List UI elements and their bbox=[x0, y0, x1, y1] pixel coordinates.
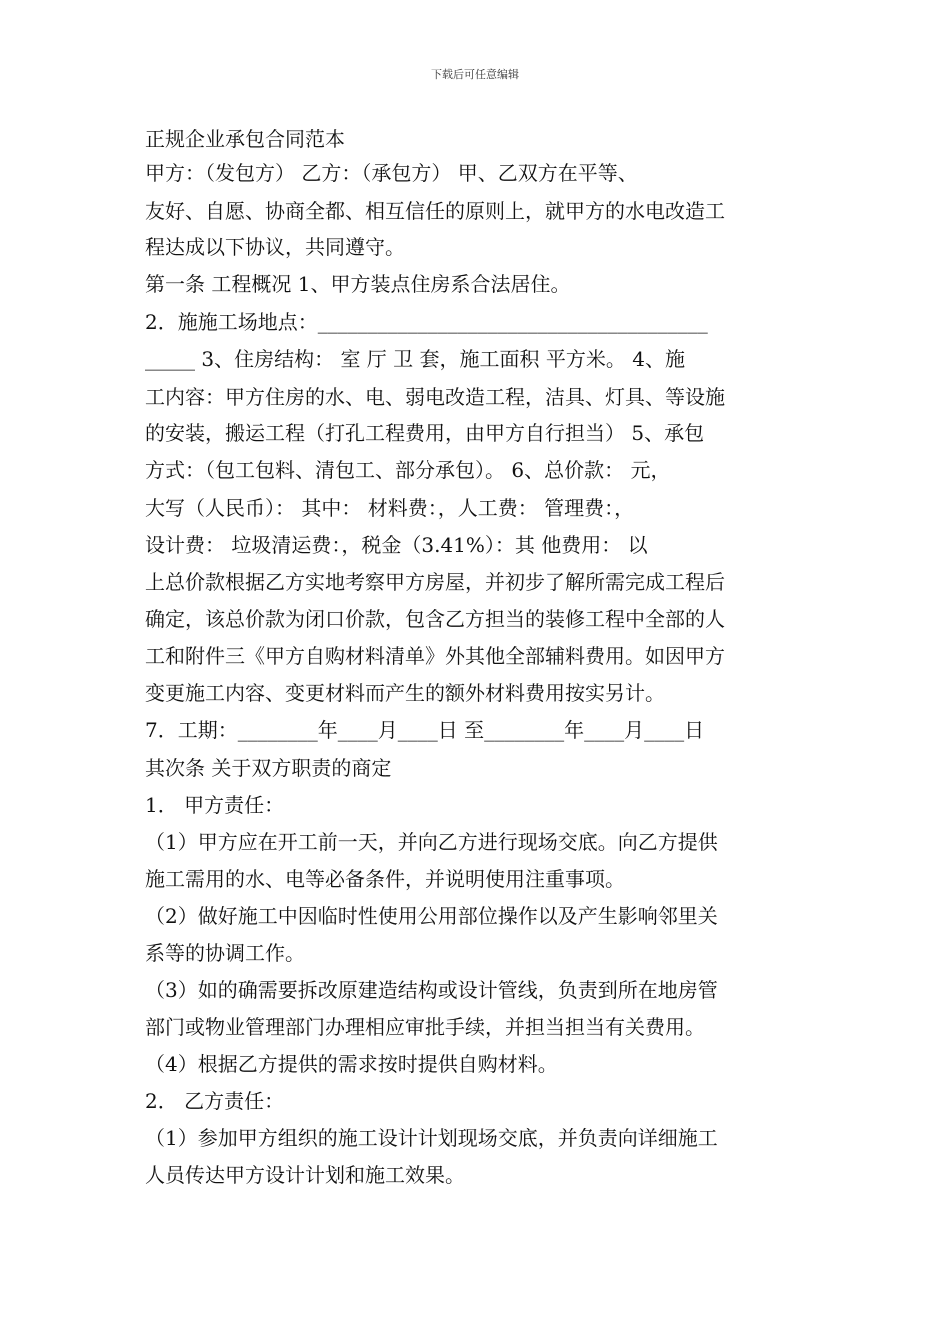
section-heading: 其次条 关于双方职责的商定 bbox=[145, 756, 392, 780]
paragraph-line: （2）做好施工中因临时性使用公用部位操作以及产生影响邻里关 bbox=[145, 904, 718, 928]
paragraph-line: _____ 3、住房结构： 室 厅 卫 套，施工面积 平方米。 4、施 bbox=[145, 347, 685, 371]
paragraph-line: 程达成以下协议，共同遵守。 bbox=[145, 235, 405, 259]
paragraph-line: 人员传达甲方设计计划和施工效果。 bbox=[145, 1163, 465, 1187]
paragraph-line: 友好、自愿、协商全都、相互信任的原则上，就甲方的水电改造工 bbox=[145, 199, 725, 223]
paragraph-line: 上总价款根据乙方实地考察甲方房屋，并初步了解所需完成工程后 bbox=[145, 570, 725, 594]
paragraph-line: （3）如的确需要拆改原建造结构或设计管线，负责到所在地房管 bbox=[145, 978, 718, 1002]
section-heading: 第一条 工程概况 1、甲方装点住房系合法居住。 bbox=[145, 272, 571, 296]
paragraph-line: 工和附件三《甲方自购材料清单》外其他全部辅料费用。如因甲方 bbox=[145, 644, 725, 668]
paragraph-line: （4）根据乙方提供的需求按时提供自购材料。 bbox=[145, 1052, 558, 1076]
page-header: 下载后可任意编辑 bbox=[431, 68, 519, 81]
paragraph-line: （1）参加甲方组织的施工设计计划现场交底，并负责向详细施工 bbox=[145, 1126, 718, 1150]
paragraph-line: 变更施工内容、变更材料而产生的额外材料费用按实另计。 bbox=[145, 681, 665, 705]
paragraph-line: 系等的协调工作。 bbox=[145, 941, 305, 965]
paragraph-line: 方式：（包工包料、清包工、部分承包）。 6、总价款： 元， bbox=[145, 458, 671, 482]
paragraph-line: 甲方：（发包方） 乙方：（承包方） 甲、乙双方在平等、 bbox=[145, 161, 638, 185]
paragraph-line: 大写（人民币）： 其中： 材料费：，人工费： 管理费：， bbox=[145, 496, 635, 520]
paragraph-line: 设计费： 垃圾清运费：，税金（3.41%）：其 他费用： 以 bbox=[145, 533, 648, 557]
paragraph-line: 2．施施工场地点：_______________________________________ bbox=[145, 310, 708, 334]
paragraph-line: （1）甲方应在开工前一天，并向乙方进行现场交底。向乙方提供 bbox=[145, 830, 718, 854]
subsection-heading: 1． 甲方责任： bbox=[145, 793, 285, 817]
paragraph-line: 工内容：甲方住房的水、电、弱电改造工程，洁具、灯具、等设施 bbox=[145, 385, 725, 409]
paragraph-line: 的安装，搬运工程（打孔工程费用，由甲方自行担当） 5、承包 bbox=[145, 421, 705, 445]
paragraph-line: 确定，该总价款为闭口价款，包含乙方担当的装修工程中全部的人 bbox=[145, 607, 725, 631]
paragraph-line: 7．工期：________年____月____日 至________年____月____日 bbox=[145, 718, 705, 742]
doc-title: 正规企业承包合同范本 bbox=[145, 127, 345, 151]
paragraph-line: 部门或物业管理部门办理相应审批手续，并担当担当有关费用。 bbox=[145, 1015, 705, 1039]
paragraph-line: 施工需用的水、电等必备条件，并说明使用注重事项。 bbox=[145, 867, 625, 891]
subsection-heading: 2． 乙方责任： bbox=[145, 1089, 285, 1113]
